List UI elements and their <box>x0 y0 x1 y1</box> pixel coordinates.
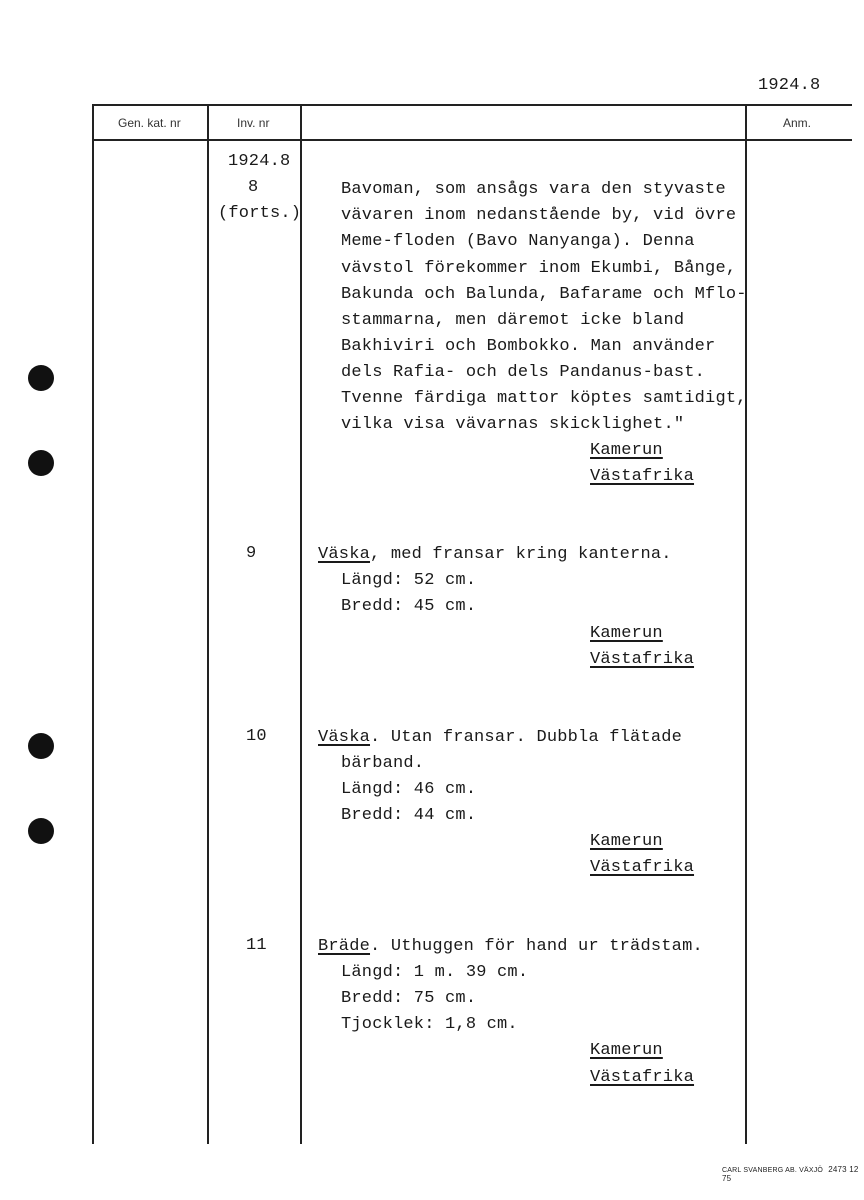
description-line: vävstol förekommer inom Ekumbi, Bånge, <box>341 259 737 278</box>
place-region: Västafrika <box>590 467 695 486</box>
punch-hole <box>28 818 54 844</box>
description-line: Bavoman, som ansågs vara den styvaste <box>341 180 726 199</box>
description-line: Bakhiviri och Bombokko. Man använder <box>341 337 716 356</box>
printer-imprint <box>722 1165 864 1183</box>
header-top-rule <box>92 104 852 106</box>
column-rule <box>92 104 94 1144</box>
place-region: Västafrika <box>590 858 695 877</box>
inventory-number: 10 <box>246 727 267 746</box>
description-line: vävaren inom nedanstående by, vid övre <box>341 206 737 225</box>
object-description: . Utan fransar. Dubbla flätade <box>370 728 683 747</box>
inventory-number: 8 <box>248 178 259 197</box>
place-region: Västafrika <box>590 650 695 669</box>
column-header-gen-kat-nr: Gen. kat. nr <box>118 116 181 130</box>
description-line: bärband. <box>341 754 425 773</box>
object-name: Väska <box>318 728 371 747</box>
measurement-line: Längd: 1 m. 39 cm. <box>341 963 529 982</box>
object-name: Bräde <box>318 937 371 956</box>
punch-hole <box>28 450 54 476</box>
description-line: Meme-floden (Bavo Nanyanga). Denna <box>341 232 695 251</box>
inventory-number: 11 <box>246 936 267 955</box>
punch-hole <box>28 733 54 759</box>
object-description: , med fransar kring kanterna. <box>370 545 672 564</box>
inventory-number: 9 <box>246 544 257 563</box>
form-number: 2473 12 75 <box>722 1165 859 1183</box>
column-rule <box>745 104 747 1144</box>
description-line: stammarna, men däremot icke bland <box>341 311 685 330</box>
inventory-number: (forts.) <box>218 204 302 223</box>
measurement-line: Bredd: 45 cm. <box>341 597 477 616</box>
description-title-line <box>318 545 672 564</box>
object-description: . Uthuggen för hand ur trädstam. <box>370 937 703 956</box>
description-line: Bakunda och Balunda, Bafarame och Mflo- <box>341 285 747 304</box>
column-rule <box>300 104 302 1144</box>
measurement-line: Tjocklek: 1,8 cm. <box>341 1015 518 1034</box>
place-country: Kamerun <box>590 1041 663 1060</box>
description-title-line <box>318 937 703 956</box>
measurement-line: Längd: 46 cm. <box>341 780 477 799</box>
place-country: Kamerun <box>590 441 663 460</box>
column-header-inv-nr: Inv. nr <box>237 116 270 130</box>
description-line: Tvenne färdiga mattor köptes samtidigt, <box>341 389 747 408</box>
description-line: dels Rafia- och dels Pandanus-bast. <box>341 363 706 382</box>
place-region: Västafrika <box>590 1068 695 1087</box>
punch-hole <box>28 365 54 391</box>
measurement-line: Bredd: 44 cm. <box>341 806 477 825</box>
description-title-line <box>318 728 682 747</box>
measurement-line: Bredd: 75 cm. <box>341 989 477 1008</box>
column-header-anm: Anm. <box>783 116 812 130</box>
description-line: vilka visa vävarnas skicklighet." <box>341 415 685 434</box>
place-country: Kamerun <box>590 832 663 851</box>
page-number: 1924.8 <box>758 76 821 95</box>
column-rule <box>207 104 209 1144</box>
object-name: Väska <box>318 545 371 564</box>
measurement-line: Längd: 52 cm. <box>341 571 477 590</box>
inventory-number: 1924.8 <box>228 152 291 171</box>
header-bottom-rule <box>92 139 852 141</box>
printer-name: CARL SVANBERG AB. VÄXJÖ <box>722 1167 824 1174</box>
place-country: Kamerun <box>590 624 663 643</box>
